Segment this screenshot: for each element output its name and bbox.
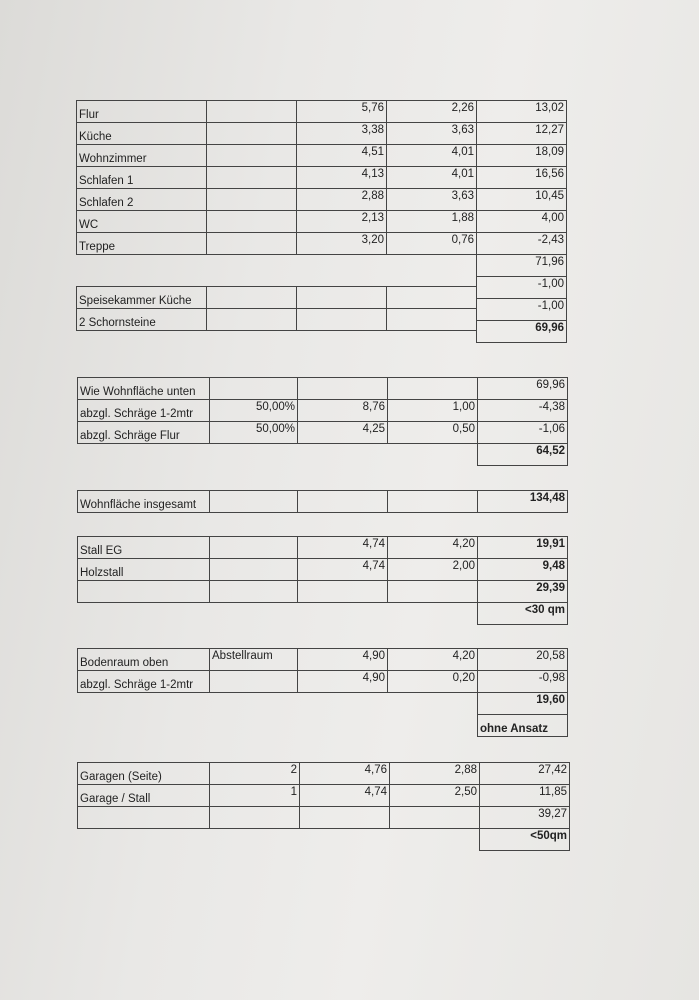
blank-cell [388,581,478,603]
width-cell: 2,26 [387,101,477,123]
blank-cell [390,829,480,851]
stall-table [77,536,568,625]
length-cell: 3,20 [297,233,387,255]
width-cell: 2,88 [390,763,480,785]
table-row [77,309,477,331]
row-name: Stall EG [78,537,210,559]
length-cell [298,378,388,400]
blank-cell [210,603,298,625]
blank-cell [207,211,297,233]
width-cell: 2,50 [390,785,480,807]
area-cell: 4,00 [477,211,567,233]
blank-cell [78,715,210,737]
table-row [78,763,570,785]
blank-cell [298,491,388,513]
row-name: Wohnfläche insgesamt [78,491,210,513]
table-row [78,444,568,466]
blank-cell [210,715,298,737]
table-row [78,581,568,603]
blank-cell [207,189,297,211]
blank-cell [78,581,210,603]
blank-cell [300,829,390,851]
table-row [78,807,570,829]
length-cell: 4,90 [298,649,388,671]
blank-cell [78,603,210,625]
table-row [78,785,570,807]
blank-cell [210,559,298,581]
area-cell: -1,06 [478,422,568,444]
length-cell: 3,38 [297,123,387,145]
total-cell: 69,96 [477,321,567,343]
blank-cell [298,444,388,466]
table-row [78,603,568,625]
length-cell: 4,25 [298,422,388,444]
row-name: Wie Wohnfläche unten [78,378,210,400]
area-cell: 19,91 [478,537,568,559]
note-cell: <30 qm [478,603,568,625]
area-cell: -4,38 [478,400,568,422]
area-cell: 13,02 [477,101,567,123]
table-row [77,145,477,167]
table-row [78,671,568,693]
blank-cell [388,693,478,715]
blank-cell [390,807,480,829]
blank-cell [297,287,387,309]
width-cell: 3,63 [387,189,477,211]
deduction-name: 2 Schornsteine [77,309,207,331]
deduction-cell: -1,00 [477,277,567,299]
count-cell: 2 [210,763,300,785]
room-name: Schlafen 1 [77,167,207,189]
table-row [78,649,568,671]
table-row [77,189,477,211]
blank-cell [387,309,477,331]
table-row [78,715,568,737]
total-cell: 19,60 [478,693,568,715]
overall-total-table [77,490,568,513]
row-name: abzgl. Schräge Flur [78,422,210,444]
room-name: WC [77,211,207,233]
length-cell: 4,76 [300,763,390,785]
row-name: Holzstall [78,559,210,581]
blank-cell [388,491,478,513]
area-cell: 10,45 [477,189,567,211]
table-row [78,491,568,513]
length-cell: 2,88 [297,189,387,211]
row-name: Bodenraum oben [78,649,210,671]
table-row [78,829,570,851]
note-cell: <50qm [480,829,570,851]
row-name: abzgl. Schräge 1-2mtr [78,671,210,693]
blank-cell [298,581,388,603]
deduction-name: Speisekammer Küche [77,287,207,309]
blank-cell [207,233,297,255]
blank-cell [388,715,478,737]
blank-cell [210,671,298,693]
length-cell: 4,51 [297,145,387,167]
blank-cell [207,287,297,309]
blank-cell [300,807,390,829]
blank-cell [78,807,210,829]
blank-cell [78,693,210,715]
area-cell: 9,48 [478,559,568,581]
length-cell: 4,74 [298,559,388,581]
subtotal-cell: 71,96 [477,255,567,277]
width-cell: 1,88 [387,211,477,233]
area-cell: 20,58 [478,649,568,671]
blank-cell [78,829,210,851]
total-cell: 64,52 [478,444,568,466]
area-cell: 16,56 [477,167,567,189]
length-cell: 2,13 [297,211,387,233]
room-name: Treppe [77,233,207,255]
blank-cell [207,167,297,189]
table-row [78,559,568,581]
blank-cell [210,444,298,466]
room-name: Schlafen 2 [77,189,207,211]
table-row [77,101,477,123]
type-cell: Abstellraum [210,649,298,671]
length-cell: 8,76 [298,400,388,422]
row-name: abzgl. Schräge 1-2mtr [78,400,210,422]
table-row [78,693,568,715]
width-cell: 4,01 [387,145,477,167]
area-cell: 12,27 [477,123,567,145]
width-cell: 0,20 [388,671,478,693]
blank-cell [298,715,388,737]
area-cell: -2,43 [477,233,567,255]
percent-cell: 50,00% [210,400,298,422]
length-cell: 5,76 [297,101,387,123]
table-row [78,537,568,559]
blank-cell [388,444,478,466]
width-cell: 4,20 [388,537,478,559]
blank-cell [210,537,298,559]
garage-table [77,762,570,851]
row-name: Garage / Stall [78,785,210,807]
width-cell: 4,01 [387,167,477,189]
table-row [77,167,477,189]
ground-floor-rooms [76,100,477,255]
blank-cell [298,603,388,625]
percent-cell: 50,00% [210,422,298,444]
length-cell: 4,74 [300,785,390,807]
area-cell: 18,09 [477,145,567,167]
total-cell: 39,27 [480,807,570,829]
room-name: Küche [77,123,207,145]
blank-cell [210,581,298,603]
table-row [77,233,477,255]
width-cell: 1,00 [388,400,478,422]
length-cell: 4,13 [297,167,387,189]
blank-cell [387,287,477,309]
row-name: Garagen (Seite) [78,763,210,785]
length-cell: 4,90 [298,671,388,693]
total-cell: 29,39 [478,581,568,603]
area-cell: -0,98 [478,671,568,693]
blank-cell [210,693,298,715]
blank-cell [207,123,297,145]
width-cell: 2,00 [388,559,478,581]
table-row [78,422,568,444]
area-cell: 27,42 [480,763,570,785]
area-cell: 11,85 [480,785,570,807]
count-cell: 1 [210,785,300,807]
width-cell: 0,76 [387,233,477,255]
blank-cell [78,444,210,466]
ground-floor-area-column [476,100,567,343]
blank-cell [298,693,388,715]
blank-cell [388,603,478,625]
table-row [78,378,568,400]
blank-cell [210,807,300,829]
area-cell: 69,96 [478,378,568,400]
attic-table [77,648,568,737]
width-cell: 4,20 [388,649,478,671]
blank-cell [207,309,297,331]
total-cell: 134,48 [478,491,568,513]
table-row [78,400,568,422]
width-cell: 0,50 [388,422,478,444]
note-cell: ohne Ansatz [478,715,568,737]
table-row [77,123,477,145]
ground-floor-deductions [76,286,477,331]
width-cell: 3,63 [387,123,477,145]
table-row [77,211,477,233]
length-cell: 4,74 [298,537,388,559]
room-name: Flur [77,101,207,123]
width-cell [388,378,478,400]
blank-cell [210,829,300,851]
blank-cell [207,145,297,167]
room-name: Wohnzimmer [77,145,207,167]
upper-floor-table [77,377,568,466]
table-row [77,287,477,309]
blank-cell [207,101,297,123]
blank-cell [210,491,298,513]
blank-cell [297,309,387,331]
percent-cell [210,378,298,400]
deduction-cell: -1,00 [477,299,567,321]
